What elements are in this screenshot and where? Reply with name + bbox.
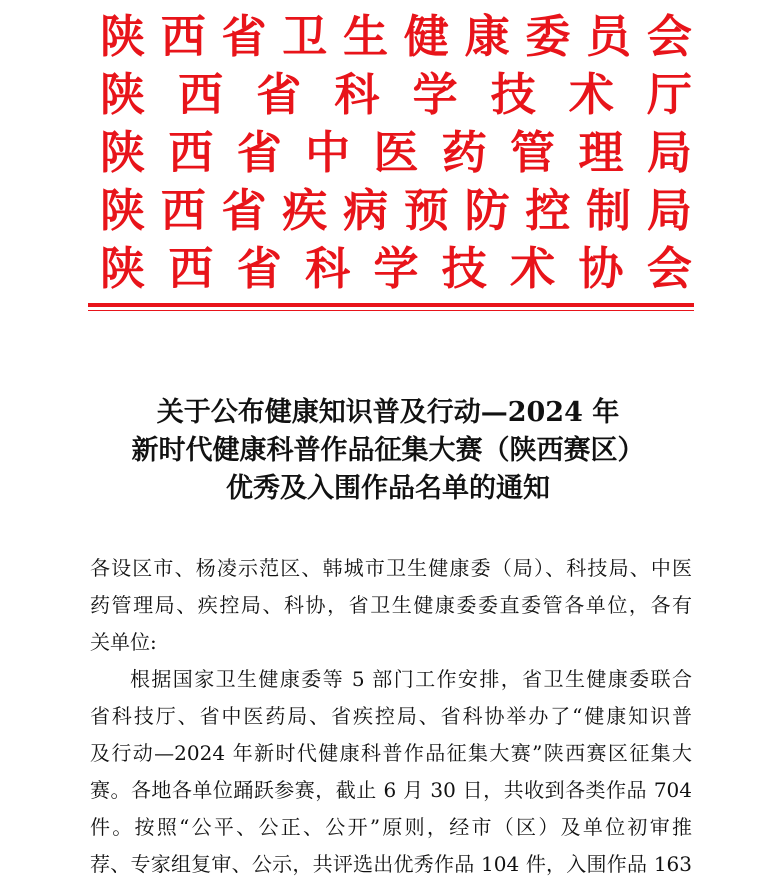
issuer-char: 预 [403, 184, 449, 237]
issuer-char: 康 [464, 10, 510, 63]
issuer-char: 技 [441, 242, 487, 295]
issuer-char: 陕 [100, 68, 146, 121]
issuer-char: 病 [343, 184, 389, 237]
issuer-char: 陕 [100, 184, 146, 237]
body-line: 及行动—2024 年新时代健康科普作品征集大赛”陕西赛区征集大 [90, 741, 692, 765]
issuer-char: 局 [646, 184, 692, 237]
issuer-char: 厅 [646, 68, 692, 121]
issuer-char: 术 [510, 242, 556, 295]
body-line: 省科技厅、省中医药局、省疾控局、省科协举办了“健康知识普 [90, 704, 692, 728]
addressee-line: 药管理局、疾控局、科协，省卫生健康委委直委管各单位，各有 [90, 593, 692, 617]
issuer-char: 员 [586, 10, 632, 63]
title-line-1: 新时代健康科普作品征集大赛（陕西赛区） [131, 435, 645, 466]
issuer-char: 西 [178, 68, 224, 121]
issuer-char: 会 [646, 242, 692, 295]
issuer-char: 理 [578, 126, 624, 179]
issuer-char: 陕 [100, 10, 146, 63]
issuer-char: 科 [305, 242, 351, 295]
issuer-char: 技 [490, 68, 536, 121]
body-line: 根据国家卫生健康委等 5 部门工作安排，省卫生健康委联合 [130, 667, 692, 691]
issuer-line-0 [100, 8, 692, 66]
issuer-line-4 [100, 240, 692, 298]
issuer-char: 西 [168, 242, 214, 295]
addressee-paragraph [90, 550, 692, 661]
issuer-char: 制 [586, 184, 632, 237]
issuer-line-2 [100, 124, 692, 182]
body-line: 赛。各地各单位踊跃参赛，截止 6 月 30 日，共收到各类作品 704 [90, 778, 692, 802]
issuer-char: 西 [168, 126, 214, 179]
document-body [90, 550, 692, 883]
issuer-char: 委 [525, 10, 571, 63]
issuer-char: 陕 [100, 242, 146, 295]
body-line: 荐、专家组复审、公示，共评选出优秀作品 104 件，入围作品 163 [90, 852, 692, 876]
issuer-char: 学 [373, 242, 419, 295]
issuer-char: 科 [334, 68, 380, 121]
issuer-char: 省 [221, 184, 267, 237]
issuer-char: 生 [343, 10, 389, 63]
issuer-char: 中 [305, 126, 351, 179]
issuer-char: 疾 [282, 184, 328, 237]
title-line-2: 优秀及入围作品名单的通知 [226, 473, 550, 504]
issuer-char: 卫 [282, 10, 328, 63]
issuer-char: 术 [568, 68, 614, 121]
addressee-line: 各设区市、杨凌示范区、韩城市卫生健康委（局）、科技局、中医 [90, 556, 692, 580]
issuer-char: 学 [412, 68, 458, 121]
issuer-char: 医 [373, 126, 419, 179]
document-title [0, 394, 776, 508]
issuer-char: 省 [236, 242, 282, 295]
body-line: 件。按照“公平、公正、公开”原则，经市（区）及单位初审推 [90, 815, 692, 839]
issuer-char: 会 [646, 10, 692, 63]
issuer-char: 管 [510, 126, 556, 179]
body-paragraph [90, 661, 692, 883]
issuer-char: 药 [441, 126, 487, 179]
issuer-char: 省 [221, 10, 267, 63]
issuer-char: 局 [646, 126, 692, 179]
issuer-char: 省 [256, 68, 302, 121]
issuer-char: 控 [525, 184, 571, 237]
addressee-line: 关单位: [90, 630, 157, 654]
title-line-0: 关于公布健康知识普及行动—2024 年 [156, 397, 620, 428]
issuer-char: 西 [160, 184, 206, 237]
issuer-char: 协 [578, 242, 624, 295]
issuer-char: 陕 [100, 126, 146, 179]
issuer-char: 省 [236, 126, 282, 179]
issuer-char: 西 [160, 10, 206, 63]
issuer-char: 防 [464, 184, 510, 237]
issuer-header [100, 8, 692, 298]
issuer-line-3 [100, 182, 692, 240]
issuer-char: 健 [403, 10, 449, 63]
issuer-line-1 [100, 66, 692, 124]
red-header-rule-thin [88, 310, 694, 311]
red-header-rule-thick [88, 303, 694, 307]
